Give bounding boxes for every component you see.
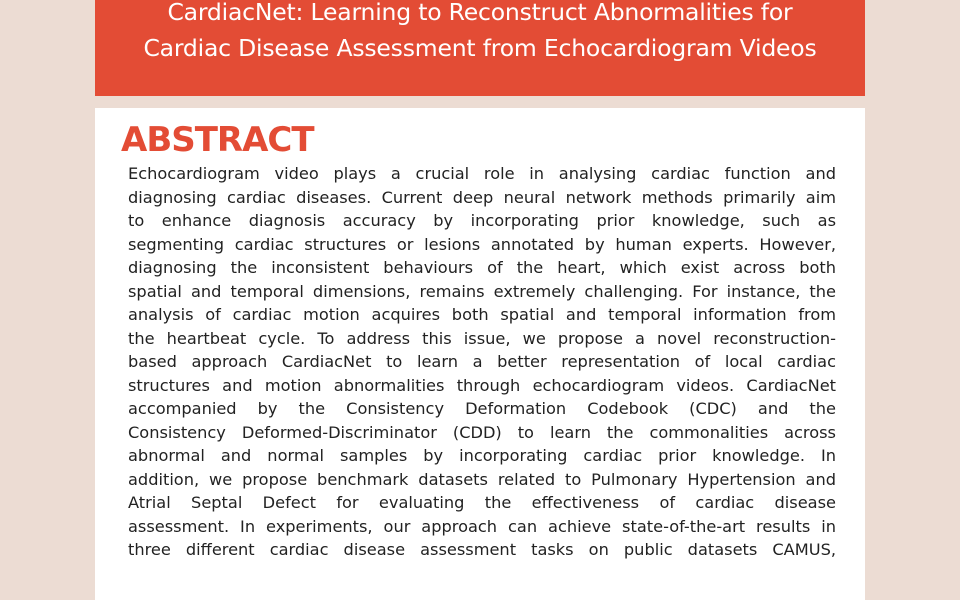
abstract-body bbox=[128, 162, 836, 562]
abstract-line: spatial and temporal dimensions, remains extremely challenging. For instance, the bbox=[128, 281, 836, 301]
abstract-section bbox=[95, 108, 865, 600]
title-banner bbox=[95, 0, 865, 96]
abstract-line: the heartbeat cycle. To address this issue, we propose a novel reconstruction- bbox=[128, 328, 836, 348]
abstract-line: addition, we propose benchmark datasets related to Pulmonary Hypertension and bbox=[128, 469, 836, 489]
abstract-line: diagnosing cardiac diseases. Current deep neural network methods primarily aim bbox=[128, 187, 836, 207]
abstract-line: analysis of cardiac motion acquires both spatial and temporal information from bbox=[128, 305, 836, 324]
abstract-line: based approach CardiacNet to learn a better representation of local cardiac bbox=[128, 352, 836, 371]
paper-title-line-2: Cardiac Disease Assessment from Echocardiogram Videos bbox=[143, 34, 817, 62]
abstract-line: diagnosing the inconsistent behaviours of the heart, which exist across both bbox=[128, 258, 836, 277]
abstract-line: segmenting cardiac structures or lesions annotated by human experts. However, bbox=[128, 234, 836, 254]
abstract-line: abnormal and normal samples by incorporating cardiac prior knowledge. In bbox=[128, 446, 836, 465]
abstract-line: three different cardiac disease assessment tasks on public datasets CAMUS, bbox=[128, 540, 836, 559]
abstract-line: Echocardiogram video plays a crucial role in analysing cardiac function and bbox=[128, 164, 836, 183]
paper-title-line-1: CardiacNet: Learning to Reconstruct Abnormalities for bbox=[167, 0, 793, 26]
abstract-line: assessment. In experiments, our approach can achieve state-of-the-art results in bbox=[128, 516, 836, 536]
abstract-line: Consistency Deformed-Discriminator (CDD) to learn the commonalities across bbox=[128, 422, 836, 442]
abstract-heading: ABSTRACT bbox=[121, 120, 314, 160]
abstract-line: to enhance diagnosis accuracy by incorporating prior knowledge, such as bbox=[128, 211, 836, 230]
abstract-line: Atrial Septal Defect for evaluating the effectiveness of cardiac disease bbox=[128, 493, 836, 512]
abstract-line: accompanied by the Consistency Deformation Codebook (CDC) and the bbox=[128, 399, 836, 418]
abstract-line: structures and motion abnormalities through echocardiogram videos. CardiacNet bbox=[128, 375, 836, 395]
